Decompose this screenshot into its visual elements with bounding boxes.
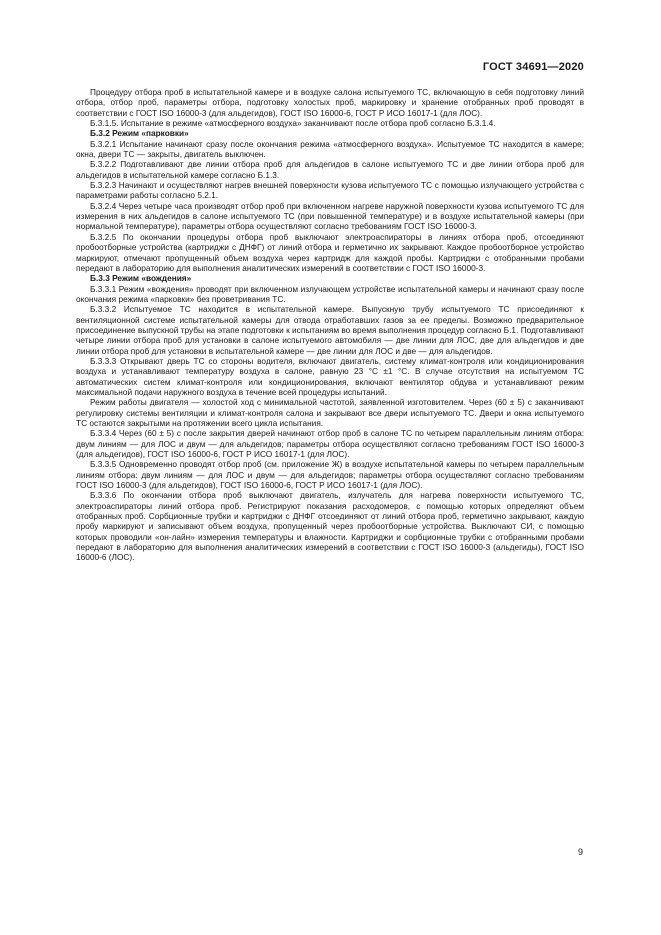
paragraph: Б.3.1.5. Испытание в режиме «атмосферного воздуха» заканчивают после отбора проб согласно Б.3.1.4. bbox=[90, 118, 496, 129]
section-heading: Б.3.3 Режим «вождения» bbox=[90, 273, 192, 284]
paragraph: Б.3.3.1 Режим «вождения» проводят при включенном излучающем устройстве испытательной камеры и начинают сразу после окончания режима «парковки» без проветривания ТС. bbox=[76, 283, 584, 304]
document-header: ГОСТ 34691—2020 bbox=[482, 61, 584, 73]
paragraph: Б.3.3.6 По окончании отбора проб выключают двигатель, излучатель для нагрева поверхности испытуемого ТС, электроаспираторы линий отбора проб. Регистрируют показания расходомеров, с помощью которых определяют объем отобранных проб. Сорбционные трубки и картриджи с ДНФГ отсоединяют от линий отбора проб, герметично закрывают, каждую пробу маркируют и записывают объем воздуха, пропущенный через пробоотборные устройства. Выключают СИ, с помощью которых проводили «он-лайн» измерения температуры и влажности. Картриджи и сорбционные трубки с отобранными пробами передают в лабораторию для выполнения аналитических измерений в соответствии с ГОСТ ISO 16000-3 (альдегиды), ГОСТ ISO 16000-6 (ЛОС). bbox=[76, 490, 584, 563]
paragraph: Процедуру отбора проб в испытательной камере и в воздухе салона испытуемого ТС, включающую в себя подготовку линий отбора, отбор проб, параметры отбора, подготовку холостых проб, маркировку и хранение отобранных проб проводят в соответствии с ГОСТ ISO 16000-3 (для альдегидов), ГОСТ ISO 16000-6, ГОСТ Р ИСО 16017-1 (для ЛОС). bbox=[76, 87, 584, 118]
paragraph: Б.3.2.1 Испытание начинают сразу после окончания режима «атмосферного воздуха». Испытуемое ТС находится в камере; окна, двери ТС — закрыты, двигатель выключен. bbox=[76, 138, 584, 160]
paragraph: Б.3.2.5 По окончании процедуры отбора проб выключают электроаспираторы в линиях отбора проб, отсоединяют пробоотборные устройства (картриджи с ДНФГ) от линий отбора и герметично их закрывают. Каждое пробоотборное устройство маркируют, отмечают пропущенный объем воздуха через картридж для каждой пробы. Картриджи с отобранными пробами передают в лабораторию для выполнения аналитических измерений в соответствии с ГОСТ ISO 16000-3. bbox=[76, 231, 584, 273]
paragraph: Б.3.3.5 Одновременно проводят отбор проб (см. приложение Ж) в воздухе испытательной камеры по четырем параллельным линиям отбора: двум линиям — для ЛОС и двум — для альдегидов; параметры отбора осуществляют согласно требованиям ГОСТ ISO 16000-3 (для альдегидов), ГОСТ ISO 16000-6, ГОСТ Р ИСО 16017-1 (для ЛОС). bbox=[76, 459, 584, 491]
page-number: 9 bbox=[577, 847, 583, 857]
paragraph: Б.3.3.2 Испытуемое ТС находится в испытательной камере. Выпускную трубу испытуемого ТС присоединяют к вентиляционной системе испытательной камеры для отвода отработавших газов за ее пределы. Возможно предварительное присоединение выпускной трубы на этапе подготовки к испытаниям во время выполнения процедур согласно Б.1. Подготавливают четыре линии отбора проб для установки в салоне испытуемого автомобиля — две линии для ЛОС, две для альдегидов и две линии отбора проб для установки в испытательной камере — две линии для ЛОС и две — для альдегидов. bbox=[76, 304, 584, 356]
paragraph: Б.3.2.3 Начинают и осуществляют нагрев внешней поверхности кузова испытуемого ТС с помощью излучающего устройства с параметрами работы согласно 5.2.1. bbox=[76, 180, 584, 201]
paragraph: Б.3.2.4 Через четыре часа производят отбор проб при включенном нагреве наружной поверхности кузова испытуемого ТС для измерения в них альдегидов в салоне испытуемого ТС (при повышенной температуре) и в воздухе испытательной камеры (при нормальной температуре), параметры отбора осуществляют согласно требованиям ГОСТ ISO 16000-3. bbox=[76, 200, 584, 232]
paragraph: Режим работы двигателя — холостой ход с минимальной частотой, заявленной изготовителем. Через (60 ± 5) с заканчивают регулировку системы вентиляции и климат-контроля салона и закрывают все двери испытуемого ТС. Двери и окна испытуемого ТС остаются закрытыми на протяжении всего цикла испытания. bbox=[76, 397, 584, 428]
document-body bbox=[76, 87, 584, 563]
paragraph: Б.3.2.2 Подготавливают две линии отбора проб для альдегидов в салоне испытуемого ТС и две линии отбора проб для альдегидов в испытательной камере согласно Б.1.3. bbox=[76, 159, 584, 180]
section-heading: Б.3.2 Режим «парковки» bbox=[90, 128, 189, 139]
paragraph: Б.3.3.3 Открывают дверь ТС со стороны водителя, включают двигатель, систему климат-контроля или кондиционирования воздуха и устанавливают температуру воздуха в салоне, равную 23 °С ±1 °С. В случае отсутствия на испытуемом ТС автоматических систем климат-контроля или кондиционирования, включают вентилятор обдува и устанавливают режим максимальной подачи наружного воздуха в течение всей процедуры испытаний. bbox=[76, 355, 584, 397]
paragraph: Б.3.3.4 Через (60 ± 5) с после закрытия дверей начинают отбор проб в салоне ТС по четырем параллельным линиям отбора: двум линиям — для ЛОС и двум — для альдегидов; параметры отбора осуществляют согласно требованиям ГОСТ ISO 16000-3 (для альдегидов), ГОСТ ISO 16000-6, ГОСТ Р ИСО 16017-1 (для ЛОС). bbox=[76, 428, 584, 460]
